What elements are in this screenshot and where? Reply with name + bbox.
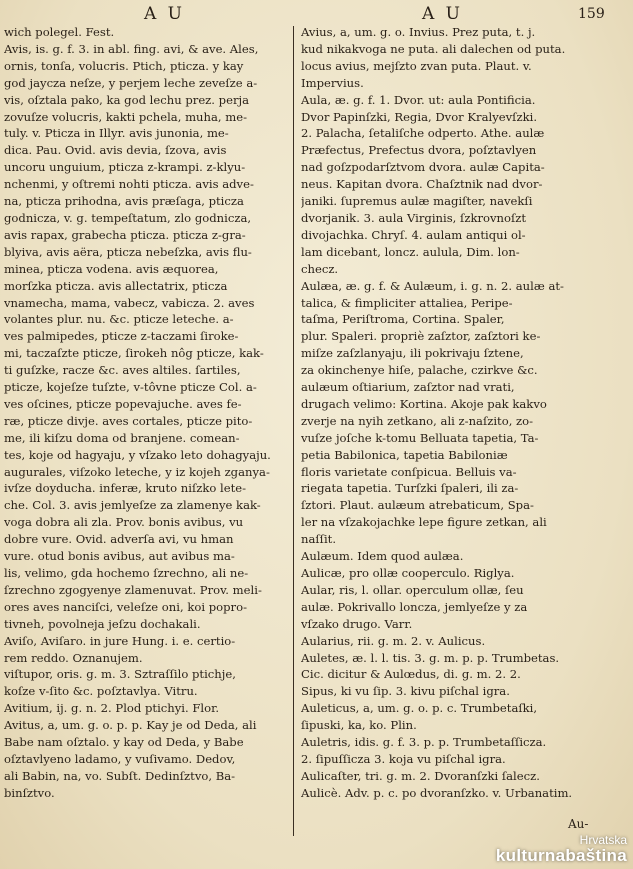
- text-line: drugach velimo: Kortina. Akoje pak kakvo: [301, 396, 547, 411]
- text-line: Aulicæ, pro ollæ cooperculo. Riglya.: [301, 566, 515, 580]
- text-line: Auletris, idis. g. f. 3. p. p. Trumbetaſſicza.: [301, 735, 547, 750]
- page-number: 159: [578, 6, 605, 22]
- text-line: Avis, is. g. f. 3. in abl. fing. avi, & ave. Ales,: [4, 41, 259, 56]
- text-line: divojachka. Chryſ. 4. aulam antiqui ol-: [301, 227, 526, 242]
- text-line: neus. Kapitan dvora. Chaſztnik nad dvor-: [301, 177, 543, 192]
- text-line: pticze, kojeſze tuſzte, v-tôvne pticze Col. a-: [4, 380, 257, 395]
- text-line: minea, pticza vodena. avis æquorea,: [4, 261, 219, 276]
- catchword: Au-: [568, 817, 589, 831]
- text-line: checz.: [301, 261, 339, 276]
- text-line: Avius, a, um. g. o. Invius. Prez puta, t. j.: [301, 25, 536, 39]
- text-line: naſſit.: [301, 532, 337, 547]
- text-line: petia Babilonica, tapetia Babiloniæ: [301, 447, 508, 462]
- text-line: Aula, æ. g. f. 1. Dvor. ut: aula Pontificia.: [301, 92, 536, 107]
- text-line: Aulæum. Idem quod aulæa.: [301, 549, 464, 564]
- text-line: aulæum oſtiarium, zaſztor nad vrati,: [301, 380, 515, 395]
- text-line: godnicza, v. g. tempeſtatum, zlo godnicza,: [4, 210, 252, 225]
- text-line: za okinchenye hiſe, palache, czirkve &c.: [301, 363, 538, 378]
- text-line: Sipus, ki vu ſip. 3. kivu piſchal igra.: [301, 684, 510, 699]
- text-line: talica, & fimpliciter attaliea, Peripe-: [301, 295, 513, 310]
- text-line: tivneh, povolneja jeſzu dochakali.: [4, 616, 201, 631]
- text-line: god jaycza neſze, y perjem leche zeveſze a-: [4, 75, 258, 90]
- text-line: Avitus, a, um. g. o. p. p. Kay je od Deda, ali: [4, 718, 257, 733]
- text-line: plur. Spaleri. propriè zaſztor, zaſztori ke-: [301, 329, 541, 344]
- text-line: Avitium, ij. g. n. 2. Plod ptichyi. Flor.: [4, 701, 220, 716]
- text-line: Auletes, æ. l. l. tis. 3. g. m. p. p. Trumbetas.: [301, 650, 560, 665]
- text-line: Dvor Papinſzki, Regia, Dvor Kralyevſzki.: [301, 109, 538, 124]
- text-line: taſma, Periſtroma, Cortina. Spaler,: [301, 312, 505, 327]
- text-line: vnamecha, mama, vabecz, vabicza. 2. aves: [4, 295, 255, 310]
- text-line: ivſze doyducha. inferæ, kruto niſzko lete-: [4, 481, 247, 496]
- text-line: lam dicebant, loncz. aulula, Dim. lon-: [301, 244, 520, 259]
- text-line: Aularius, rii. g. m. 2. v. Aulicus.: [301, 633, 486, 648]
- text-line: Impervius.: [301, 75, 364, 90]
- running-head-right: A U: [422, 4, 464, 24]
- text-line: binſztvo.: [4, 785, 55, 800]
- text-line: augurales, viſzoko leteche, y iz kojeh zganya-: [4, 464, 270, 479]
- text-line: nchenmi, y oſtremi nohti pticza. avis adve-: [4, 177, 254, 192]
- text-line: ti guſzke, racze &c. aves altiles. ſartiles,: [4, 363, 241, 378]
- text-line: morſzka pticza. avis allectatrix, pticza: [4, 278, 228, 293]
- text-line: Cic. dicitur & Aulœdus, di. g. m. 2. 2.: [301, 667, 521, 682]
- text-line: Aviſo, Aviſaro. in jure Hung. i. e. certio-: [4, 633, 236, 648]
- text-line: aulæ. Pokrivallo loncza, jemlyeſze y za: [301, 599, 528, 614]
- text-line: ſipuski, ka, ko. Plin.: [301, 718, 417, 733]
- text-line: ornis, tonſa, volucris. Ptich, pticza. y kay: [4, 58, 244, 73]
- text-line: na, pticza prihodna, avis præſaga, pticza: [4, 194, 244, 209]
- text-line: avis rapax, grabecha pticza. pticza z-gra-: [4, 227, 246, 242]
- text-line: dvorjanik. 3. aula Virginis, ſzkrovnoſzt: [301, 210, 527, 225]
- right-column: [301, 24, 601, 802]
- text-line: tes, koje od hagyaju, y vſzako leto dohagyaju.: [4, 447, 271, 462]
- text-line: koſze v-ſito &c. poſztavlya. Vitru.: [4, 684, 198, 699]
- text-line: dica. Pau. Ovid. avis devia, ſzova, avis: [4, 143, 227, 158]
- text-line: wich polegel. Fest.: [4, 25, 115, 39]
- column-divider: [293, 26, 294, 836]
- text-line: tuly. v. Pticza in Illyr. avis junonia, me-: [4, 126, 229, 141]
- text-line: dobre vure. Ovid. adverſa avi, vu hman: [4, 532, 234, 547]
- text-line: vis, oſztala pako, ka god lechu prez. perja: [4, 92, 249, 107]
- text-line: Aulicè. Adv. p. c. po dvoranſzko. v. Urbanatim.: [301, 785, 573, 800]
- text-line: blyiva, avis aëra, pticza nebeſzka, avis flu-: [4, 244, 252, 259]
- text-line: lis, velimo, gda hochemo ſzrechno, ali ne-: [4, 566, 249, 580]
- text-line: 2. ſipuſſicza 3. koja vu piſchal igra.: [301, 751, 506, 766]
- text-line: mi, taczaſzte pticze, ſirokeh nôg pticze, kak-: [4, 346, 264, 361]
- text-line: floris varietate conſpicua. Belluis va-: [301, 464, 517, 479]
- text-line: zovuſze volucris, kakti pchela, muha, me-: [4, 109, 248, 124]
- text-line: me, ili kiſzu doma od branjene. comean-: [4, 430, 240, 445]
- text-line: che. Col. 3. avis jemlyeſze za zlamenye kak-: [4, 498, 261, 513]
- text-line: vſzako drugo. Varr.: [301, 616, 413, 631]
- text-line: Aular, ris, l. ollar. operculum ollæ, ſeu: [301, 582, 524, 597]
- text-line: 2. Palacha, ſetaliſche odperto. Athe. aulæ: [301, 126, 545, 141]
- text-line: Præfectus, Prefectus dvora, poſztavlyen: [301, 143, 537, 158]
- text-line: miſze zaſzlanyaju, ili pokrivaju ſztene,: [301, 346, 524, 361]
- text-line: ali Babin, na, vo. Subſt. Dedinſztvo, Ba-: [4, 768, 236, 783]
- text-line: Babe nam oſztalo. y kay od Deda, y Babe: [4, 735, 244, 750]
- watermark-line-1: Hrvatska: [579, 833, 627, 847]
- running-head-left: A U: [144, 4, 186, 24]
- text-line: locus avius, mejſzto zvan puta. Plaut. v.: [301, 58, 532, 73]
- text-line: voga dobra ali zla. Prov. bonis avibus, vu: [4, 515, 244, 530]
- text-line: Aulicaſter, tri. g. m. 2. Dvoranſzki ſalecz.: [301, 768, 540, 783]
- text-line: ores aves nanciſci, veleſze oni, koi popro-: [4, 599, 247, 614]
- text-line: ves oſcines, pticze popevajuche. aves fe-: [4, 396, 242, 411]
- text-line: volantes plur. nu. &c. pticze leteche. a-: [4, 312, 234, 327]
- text-line: janiki. ſupremus aulæ magiſter, navekſi: [301, 194, 533, 209]
- text-line: ræ, pticze divje. aves cortales, pticze pito-: [4, 413, 253, 428]
- text-line: Auleticus, a, um. g. o. p. c. Trumbetaſki,: [301, 701, 538, 716]
- watermark-line-2: kulturnabaština: [495, 846, 627, 865]
- text-line: ves palmipedes, pticze z-taczami ſiroke-: [4, 329, 239, 344]
- text-line: vuſze joſche k-tomu Belluata tapetia, Ta-: [301, 430, 539, 445]
- text-line: oſztavlyeno ladamo, y vuſivamo. Dedov,: [4, 751, 236, 766]
- left-column: [4, 24, 288, 802]
- text-line: Aulæa, æ. g. f. & Aulæum, i. g. n. 2. aulæ at-: [301, 278, 564, 293]
- text-line: ler na vſzakojachke lepe figure zetkan, ali: [301, 515, 547, 530]
- text-line: nad goſzpodarſztvom dvora. aulæ Capita-: [301, 160, 545, 175]
- text-line: riegata tapetia. Turſzki ſpaleri, ili za-: [301, 481, 519, 496]
- watermark-logo: [496, 834, 627, 865]
- text-line: ſzrechno zgogyenye zlamenuvat. Prov. meli-: [4, 582, 262, 597]
- text-line: rem reddo. Oznanujem.: [4, 650, 143, 665]
- text-line: uncoru unguium, pticza z-krampi. z-klyu-: [4, 160, 246, 175]
- text-line: zverje na nyih zetkano, ali z-naſzito, zo-: [301, 413, 534, 428]
- text-line: ſztori. Plaut. aulæum atrebaticum, Spa-: [301, 498, 534, 513]
- text-line: kud nikakvoga ne puta. ali dalechen od puta.: [301, 41, 566, 56]
- text-line: vure. otud bonis avibus, aut avibus ma-: [4, 549, 235, 564]
- text-line: viſtupor, oris. g. m. 3. Sztraſſilo ptichje,: [4, 667, 236, 682]
